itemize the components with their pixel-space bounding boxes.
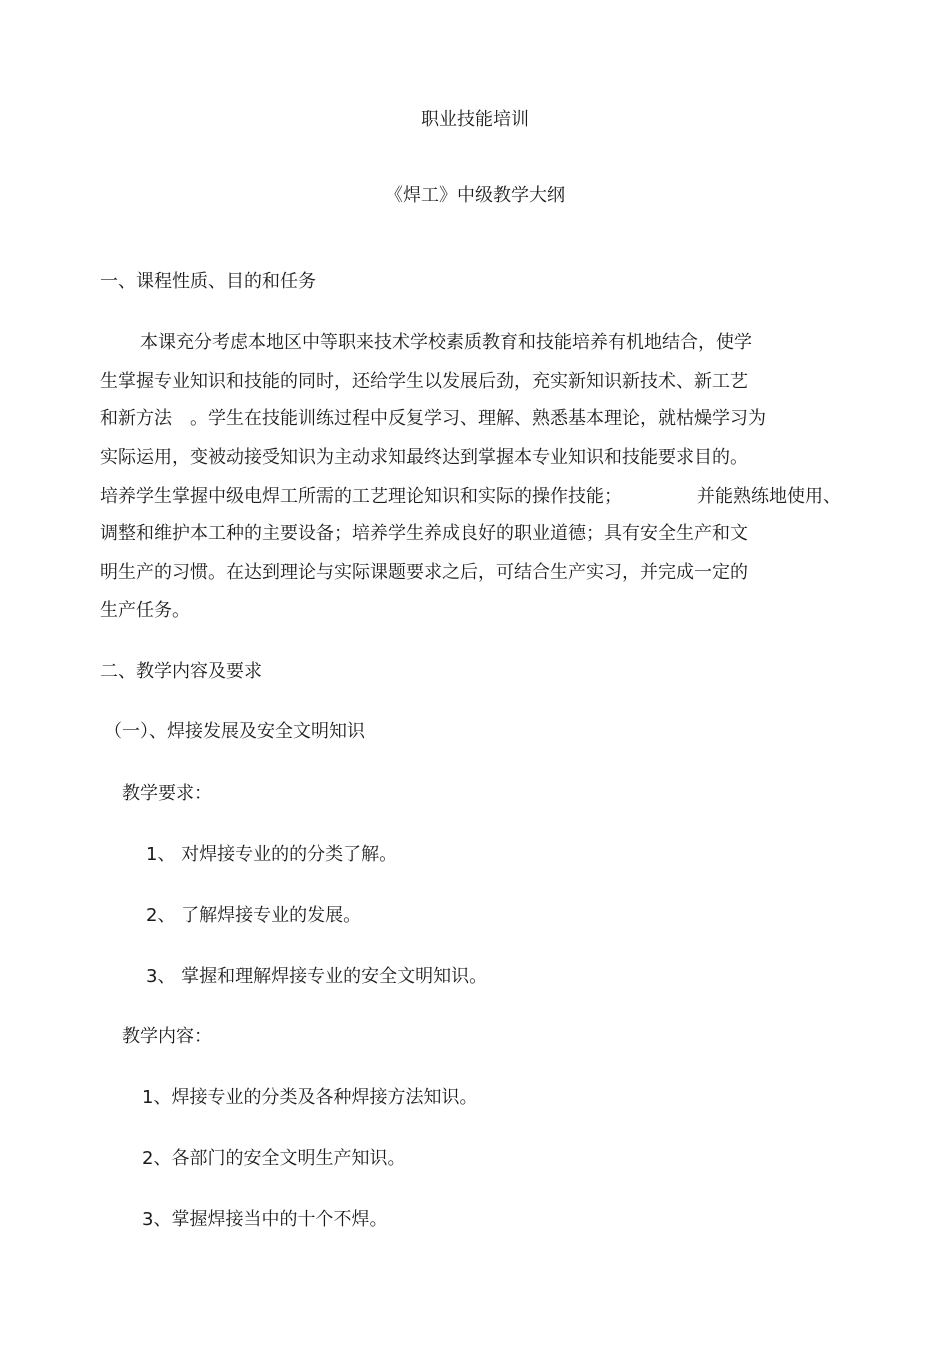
teaching-content-label: 教学内容： bbox=[122, 1026, 212, 1047]
teaching-requirements-label: 教学要求： bbox=[122, 783, 212, 804]
paragraph-line: 培养学生掌握中级电焊工所需的工艺理论知识和实际的操作技能； bbox=[100, 486, 622, 507]
requirement-item: 2、 了解焊接专业的发展。 bbox=[146, 905, 362, 926]
section-1-heading: 一、课程性质、目的和任务 bbox=[100, 271, 316, 292]
content-item: 2、各部门的安全文明生产知识。 bbox=[142, 1148, 406, 1169]
content-item: 3、掌握焊接当中的十个不焊。 bbox=[142, 1209, 388, 1230]
section-2-heading: 二、教学内容及要求 bbox=[100, 661, 262, 682]
content-item: 1、焊接专业的分类及各种焊接方法知识。 bbox=[142, 1087, 478, 1108]
paragraph-line: 明生产的习惯。在达到理论与实际课题要求之后，可结合生产实习，并完成一定的 bbox=[100, 562, 748, 583]
requirement-item: 3、 掌握和理解焊接专业的安全文明知识。 bbox=[146, 966, 488, 987]
paragraph-line: 生掌握专业知识和技能的同时，还给学生以发展后劲，充实新知识新技术、新工艺 bbox=[100, 371, 748, 392]
paragraph-line: 实际运用，变被动接受知识为主动求知最终达到掌握本专业知识和技能要求目的。 bbox=[100, 447, 748, 468]
document-title: 职业技能培训 bbox=[421, 109, 529, 130]
subsection-heading: （一）、焊接发展及安全文明知识 bbox=[104, 721, 365, 742]
requirement-item: 1、 对焊接专业的的分类了解。 bbox=[146, 844, 398, 865]
paragraph-line: 和新方法 。学生在技能训练过程中反复学习、理解、熟悉基本理论，就枯燥学习为 bbox=[100, 408, 766, 429]
paragraph-line-continuation: 并能熟练地使用、 bbox=[697, 486, 841, 507]
paragraph-line: 调整和维护本工种的主要设备；培养学生养成良好的职业道德；具有安全生产和文 bbox=[100, 523, 748, 544]
document-subtitle: 《焊工》中级教学大纲 bbox=[385, 185, 565, 206]
paragraph-line: 生产任务。 bbox=[100, 600, 190, 621]
paragraph-line: 本课充分考虑本地区中等职来技术学校素质教育和技能培养有机地结合，使学 bbox=[140, 332, 752, 353]
